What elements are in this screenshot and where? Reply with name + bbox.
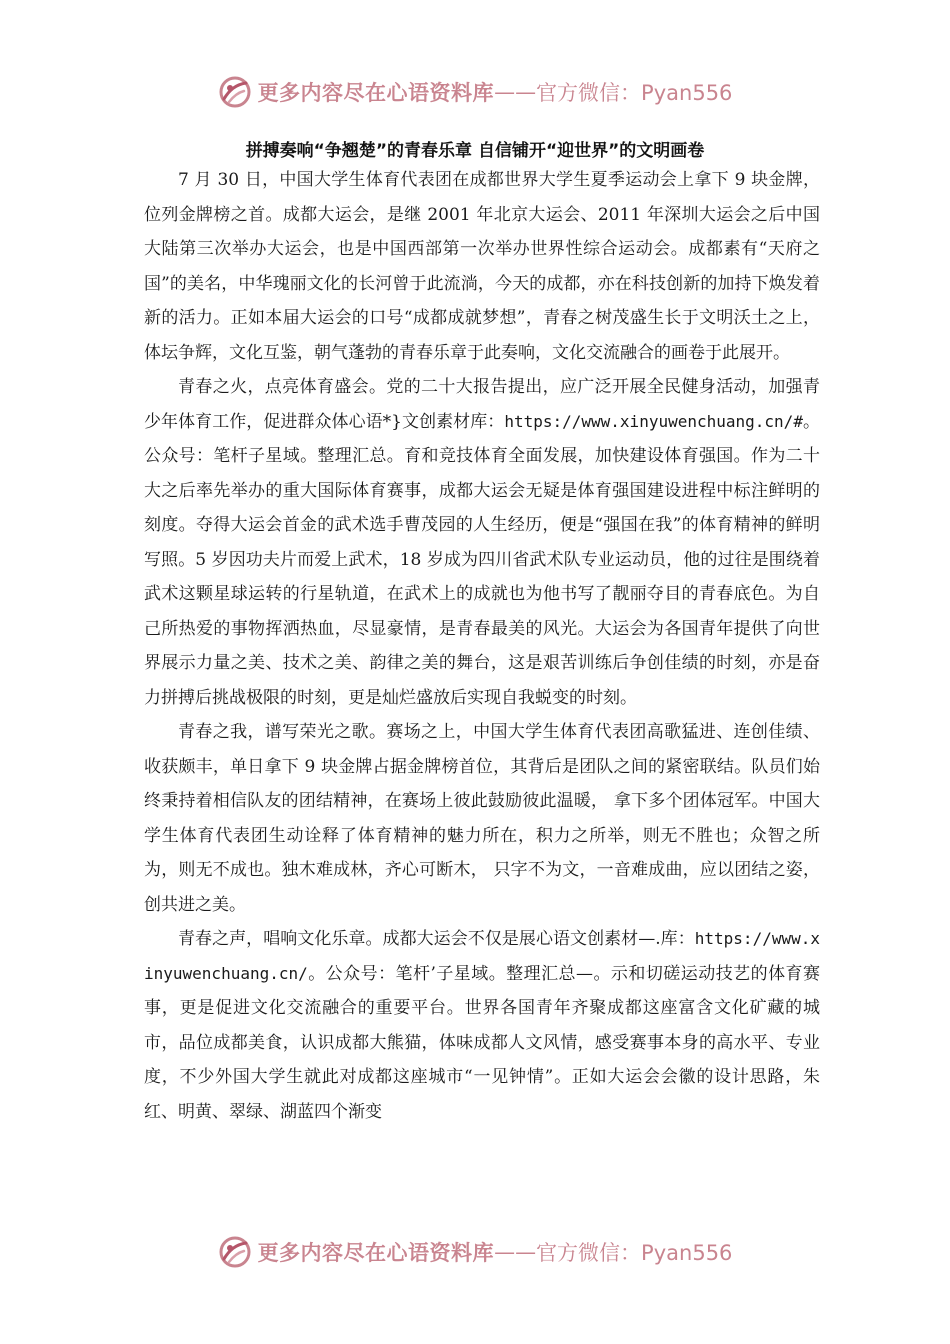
document-body	[144, 163, 820, 1129]
xinyu-logo-icon	[218, 1235, 252, 1269]
paragraph-1: 7 月 30 日，中国大学生体育代表团在成都世界大学生夏季运动会上拿下 9 块金牌，位列金牌榜之首。成都大运会，是继 2001 年北京大运会、2011 年深圳大运会之后中国大陆第三次举办大运会，也是中国西部第一次举办世界性综合运动会。成都素有“天府之国”的美名，中华瑰丽文化的长河曾于此流淌，今天的成都，亦在科技创新的加持下焕发着新的活力。正如本届大运会的口号“成都成就梦想”，青春之树茂盛生长于文明沃土之上，体坛争辉，文化互鉴，朝气蓬勃的青春乐章于此奏响，文化交流融合的画卷于此展开。	[144, 170, 820, 363]
paragraph-2	[144, 370, 820, 715]
paragraph-4	[144, 922, 820, 1129]
banner-dash: ——	[494, 1240, 537, 1264]
paragraph-3: 青春之我，谱写荣光之歌。赛场之上，中国大学生体育代表团高歌猛进、连创佳绩、收获颇丰，单日拿下 9 块金牌占据金牌榜首位，其背后是团队之间的紧密联结。队员们始终秉持着相信队友的团结精神，在赛场上彼此鼓励彼此温暖， 拿下多个团体冠军。中国大学生体育代表团生动诠释了体育精神的魅力所在，积力之所举，则无不胜也；众智之所为，则无不成也。独木难成林，齐心可断木， 只字不为文，一音难成曲，应以团结之姿，创共进之美。	[144, 722, 820, 915]
banner-main-text: 更多内容尽在心语资料库	[257, 1241, 495, 1265]
paragraph-4-url: https://www.xinyuwenchuang.cn/	[144, 929, 820, 983]
footer-watermark-banner	[0, 1232, 950, 1272]
banner-main-text: 更多内容尽在心语资料库	[257, 81, 495, 105]
banner-wechat-text: 官方微信：Pyan556	[536, 81, 733, 105]
paragraph-2-text-a: 青春之火，点亮体育盛会。党的二十大报告提出，应广泛开展全民健身活动，加强青少年体育工作，促进群众体心语*}文创素材库：	[144, 377, 820, 432]
banner-dash: ——	[494, 80, 537, 104]
paragraph-4-text-a: 青春之声，唱响文化乐章。成都大运会不仅是展心语文创素材—.库：	[178, 929, 695, 949]
paragraph-2-url: https://www.xinyuwenchuang.cn/#	[504, 411, 803, 431]
paragraph-4-text-b: 。公众号：笔杆’子星域。整理汇总—。示和切磋运动技艺的体育赛事，更是促进文化交流融合的重要平台。世界各国青年齐聚成都这座富含文化矿藏的城市，品位成都美食，认识成都大熊猫，体味成都人文风情，感受赛事本身的高水平、专业度，不少外国大学生就此对成都这座城市“一见钟情”。正如大运会会徽的设计思路，朱红、明黄、翠绿、湖蓝四个渐变	[144, 963, 820, 1122]
xinyu-logo-icon	[218, 75, 252, 109]
document-title: 拼搏奏响“争翘楚”的青春乐章 自信铺开“迎世界”的文明画卷	[245, 141, 705, 161]
paragraph-2-text-b: 。公众号：笔杆子星域。整理汇总。育和竞技体育全面发展，加快建设体育强国。作为二十大之后率先举办的重大国际体育赛事，成都大运会无疑是体育强国建设进程中标注鲜明的刻度。夺得大运会首金的武术选手曹茂园的人生经历，便是“强国在我”的体育精神的鲜明写照。5 岁因功夫片而爱上武术，18 岁成为四川省武术队专业运动员，他的过往是围绕着武术这颗星球运转的行星轨道，在武术上的成就也为他书写了靓丽夺目的青春底色。为自己所热爱的事物挥洒热血，尽显豪情，是青春最美的风光。大运会为各国青年提供了向世界展示力量之美、技术之美、韵律之美的舞台，这是艰苦训练后争创佳绩的时刻，亦是奋力拼搏后挑战极限的时刻，更是灿烂盛放后实现自我蜕变的时刻。	[144, 411, 821, 708]
header-watermark-banner	[0, 72, 950, 112]
banner-wechat-text: 官方微信：Pyan556	[536, 1241, 733, 1265]
